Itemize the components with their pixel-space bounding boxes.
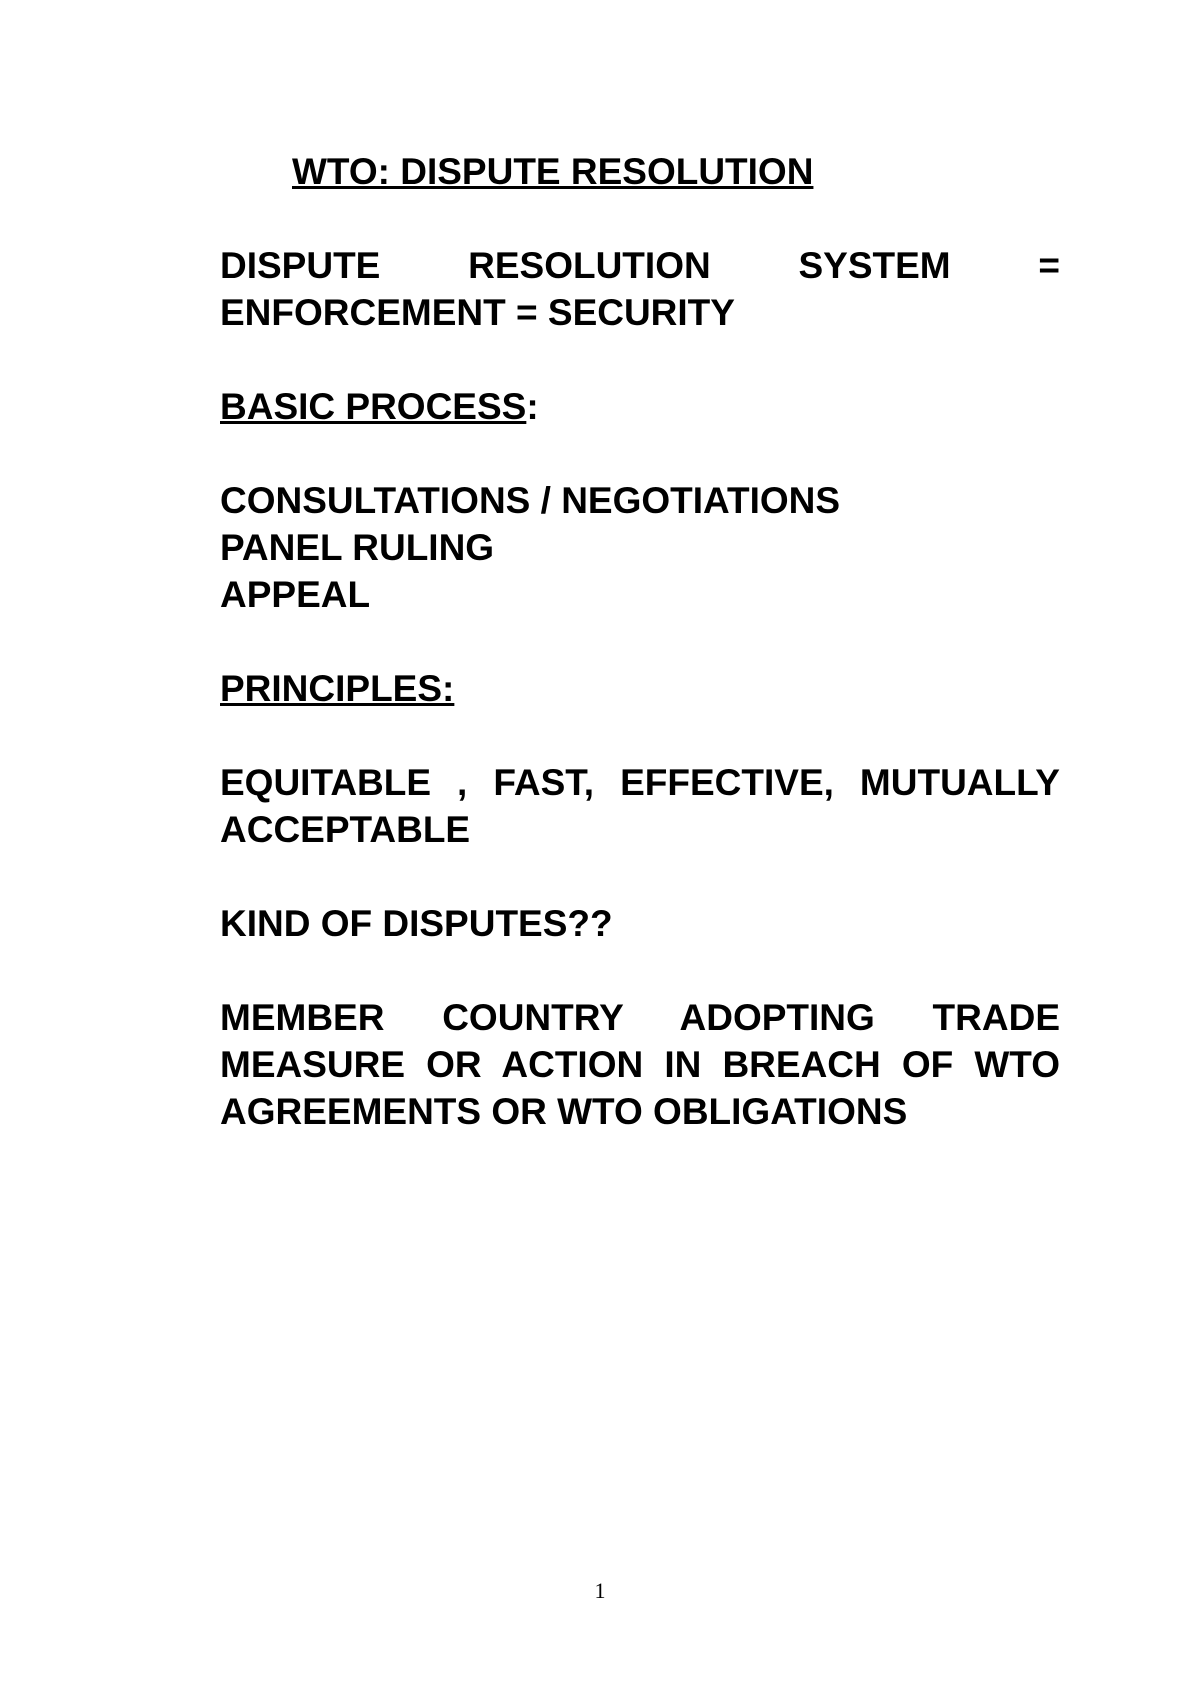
page-title: WTO: DISPUTE RESOLUTION: [292, 151, 814, 192]
page-number: 1: [594, 1578, 606, 1603]
process-step-panel-ruling: PANEL RULING: [220, 527, 495, 568]
basic-process-heading: BASIC PROCESS: [220, 386, 527, 427]
basic-process-heading-line: [220, 383, 1060, 430]
title-line-placeholder: [220, 148, 1060, 195]
kind-of-disputes-question: KIND OF DISPUTES??: [220, 903, 613, 944]
basic-process-heading-colon: :: [526, 386, 539, 427]
process-step-consultations: CONSULTATIONS / NEGOTIATIONS: [220, 480, 841, 521]
document-body: [220, 148, 1060, 1135]
process-steps-list: [220, 477, 1060, 618]
principles-heading: PRINCIPLES:: [220, 668, 455, 709]
principles-text: EQUITABLE , FAST, EFFECTIVE, MUTUALLY ACCEPTABLE: [220, 762, 1060, 850]
kind-of-disputes-answer: MEMBER COUNTRY ADOPTING TRADE MEASURE OR ACTION IN BREACH OF WTO AGREEMENTS OR WTO OBLIGATIONS: [220, 997, 1060, 1132]
definition-paragraph: DISPUTE RESOLUTION SYSTEM = ENFORCEMENT = SECURITY: [220, 245, 1060, 333]
process-step-appeal: APPEAL: [220, 574, 371, 615]
